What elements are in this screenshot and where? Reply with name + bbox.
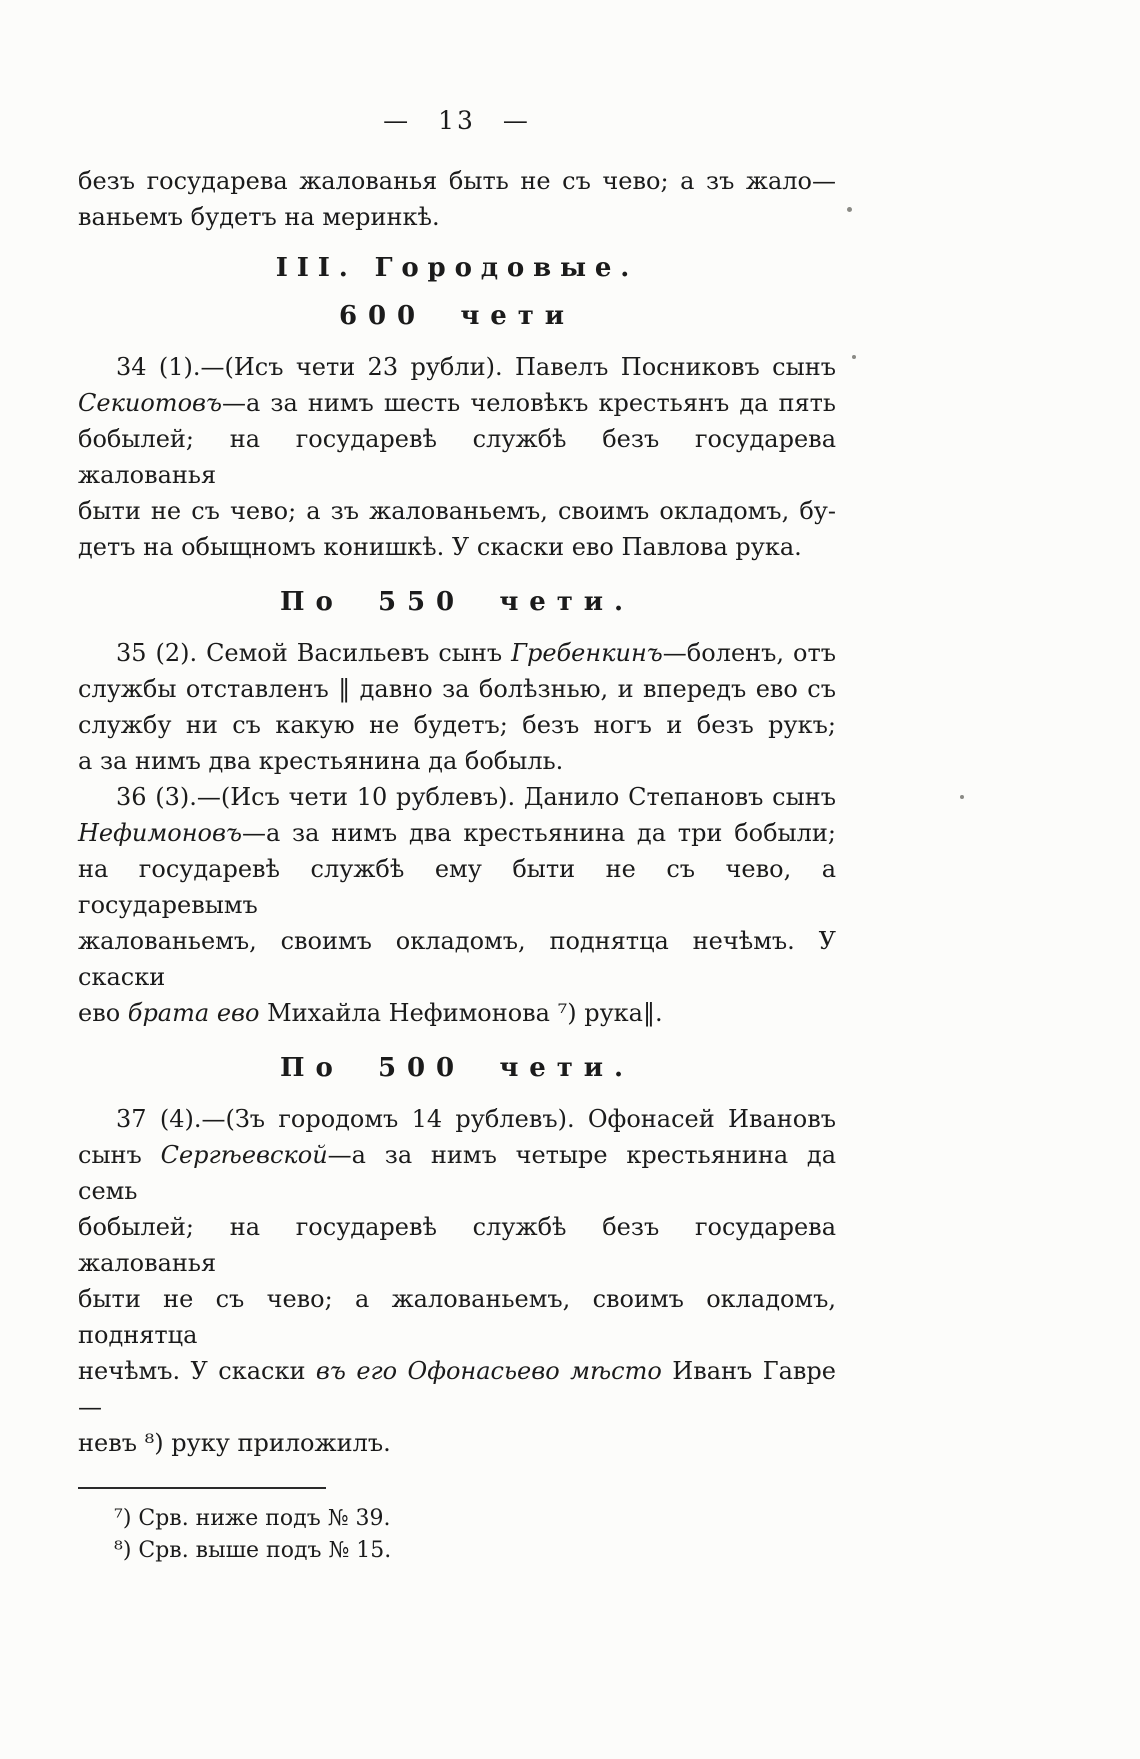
paragraph [78, 635, 836, 779]
text-line [78, 707, 836, 743]
text-line [78, 815, 836, 851]
section-heading: По 550 чети. [280, 587, 634, 617]
paragraph [78, 779, 836, 1031]
text-blocks [78, 163, 836, 1461]
text-line [78, 421, 836, 493]
italic-text: Секиотовъ [78, 389, 222, 417]
text-line [78, 743, 836, 779]
italic-text: въ его Офонасьево мѣсто [315, 1357, 662, 1385]
section-heading: 600 чети [339, 301, 575, 331]
text-line [78, 779, 836, 815]
body-text: детъ на обыщномъ конишкѣ. У скаски ево Павлова рука. [78, 533, 802, 561]
body-text: 36 (3).—(Исъ чети 10 рублевъ). Данило Степановъ сынъ [116, 783, 836, 811]
body-text: службу ни съ какую не будетъ; безъ ногъ и безъ рукъ; [78, 711, 836, 739]
body-text: ево [78, 999, 128, 1027]
body-text: —а за нимъ шесть человѣкъ крестьянъ да пять [221, 389, 836, 417]
text-line [78, 995, 836, 1031]
text-column [78, 106, 836, 1567]
text-line [78, 1425, 836, 1461]
body-text: службы отставленъ ‖ давно за болѣзнью, и впередъ ево съ [78, 675, 836, 703]
body-text: быти не съ чево; а зъ жалованьемъ, своимъ окладомъ, бу- [78, 497, 836, 525]
footnote: ⁷) Срв. ниже подъ № 39. [114, 1506, 391, 1531]
section-heading: По 500 чети. [280, 1053, 634, 1083]
text-line [78, 385, 836, 421]
text-line [78, 1101, 836, 1137]
text-line [78, 1281, 836, 1353]
text-line [78, 1137, 836, 1209]
body-text: 37 (4).—(Зъ городомъ 14 рублевъ). Офонасей Ивановъ [116, 1105, 836, 1133]
text-line [78, 923, 836, 995]
scan-speck [852, 355, 856, 359]
text-line [78, 349, 836, 385]
scan-speck [847, 207, 852, 212]
body-text: Михайла Нефимонова ⁷) рука‖. [259, 999, 663, 1027]
scan-speck [960, 795, 964, 799]
body-text: невъ ⁸) руку приложилъ. [78, 1429, 391, 1457]
paragraph [78, 163, 836, 235]
italic-text: Сергѣевской [160, 1141, 328, 1169]
body-text: на государевѣ службѣ ему быти не съ чево, а государевымъ [78, 855, 836, 919]
body-text: а за нимъ два крестьянина да бобыль. [78, 747, 564, 775]
italic-text: Нефимоновъ [78, 819, 242, 847]
body-text: 35 (2). Семой Васильевъ сынъ [116, 639, 512, 667]
body-text: быти не съ чево; а жалованьемъ, своимъ окладомъ, поднятца [78, 1285, 836, 1349]
text-line [78, 671, 836, 707]
body-text: сынъ [78, 1141, 161, 1169]
body-text: —а за нимъ два крестьянина да три бобыли; [241, 819, 836, 847]
body-text: бобылей; на государевѣ службѣ безъ государева жалованья [78, 425, 836, 489]
italic-text: Гребенкинъ [511, 639, 663, 667]
paragraph [78, 349, 836, 565]
text-line [78, 1209, 836, 1281]
text-line [78, 851, 836, 923]
body-text: бобылей; на государевѣ службѣ безъ государева жалованья [78, 1213, 836, 1277]
body-text: нечѣмъ. У скаски [78, 1357, 316, 1385]
body-text: Иванъ Гавре— [78, 1357, 836, 1421]
italic-text: брата ево [127, 999, 260, 1027]
footnote-separator [78, 1487, 326, 1489]
body-text: жалованьемъ, своимъ окладомъ, поднятца нечѣмъ. У скаски [78, 927, 836, 991]
footnote: ⁸) Срв. выше подъ № 15. [114, 1538, 392, 1563]
paragraph [78, 1101, 836, 1461]
body-text: —боленъ, отъ [662, 639, 836, 667]
page-number: — 13 — [383, 106, 531, 135]
body-text: 34 (1).—(Исъ чети 23 рубли). Павелъ Посниковъ сынъ [116, 353, 836, 381]
text-line [78, 1353, 836, 1425]
text-line [78, 635, 836, 671]
text-line [78, 493, 836, 529]
body-text: —а за нимъ четыре крестьянина да семь [78, 1141, 837, 1205]
text-line [78, 199, 836, 235]
text-line [78, 529, 836, 565]
section-heading: III. Городовые. [275, 253, 639, 283]
body-text: ваньемъ будетъ на меринкѣ. [78, 203, 440, 231]
body-text: безъ государева жалованья быть не съ чево; а зъ жало— [78, 167, 836, 195]
text-line [78, 163, 836, 199]
footnotes-list [78, 1503, 836, 1567]
